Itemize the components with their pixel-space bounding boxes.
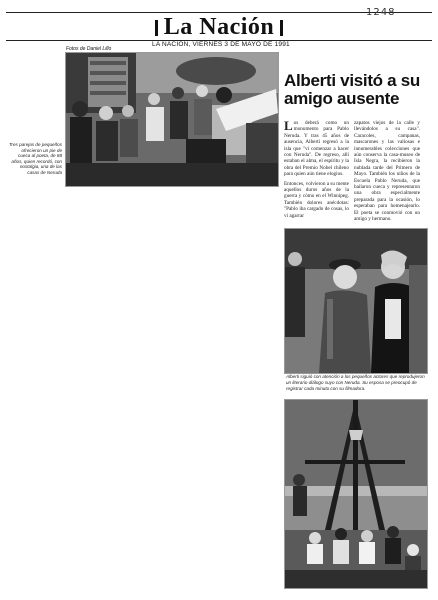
side-photo-caption: Tres parejas de pequeños ofrecieron un pie de cueca al poeta, de 88 años, quien recordó, con nostalgia, una de las casas de Neruda xyxy=(8,142,62,175)
article-column-2: zapatos viejos de la calle y llevándolos a su casa". Caracoles, campanas, mascarones y las valiosas e innumerables colecciones que aún conserva la casa-museo de Isla Negra, la recibieron la nublada tarde del Primero de Mayo. También los niños de la Escuela Pablo Neruda, que bailaron cueca y representaron una obra especialmente preparada para la ocasión, lo esperaban para homenajearlo. El poeta se conmovió con un amigo y hermano. xyxy=(354,120,420,223)
newspaper-title: La Nación xyxy=(163,14,275,40)
article-col1-text: os deberá como un monumento para Pablo Neruda. Y tras 45 años de ausencia, Alberti regresó a la isla que "vi comenzar a hacer con Neruda". De regreso, allí estaban el alma, el espíritu y la obra del Premio Nobel chileno para quien aún tiene elogios. xyxy=(284,120,349,178)
middle-photo-caption: Alberti siguió con atención a los pequeños actores que reprodujeron un literario diálogo suyo con Neruda. Su esposa se preocupó de registrar cada minuto con su filmadora. xyxy=(286,374,425,391)
drop-cap: L xyxy=(284,120,293,133)
handwritten-number: 1248 xyxy=(366,7,396,18)
photo-children-image xyxy=(285,400,427,588)
photo-credit: Fotos de Daniel Lillo xyxy=(66,46,112,52)
photo-alberti-image xyxy=(285,229,427,373)
photo-children xyxy=(284,399,428,589)
masthead-bar-right xyxy=(280,20,283,36)
photo-alberti xyxy=(284,228,428,374)
article-headline: Alberti visitó a su amigo ausente xyxy=(284,71,421,108)
dateline: LA NACION, VIERNES 3 DE MAYO DE 1991 xyxy=(152,41,290,48)
photo-audience-image xyxy=(66,53,278,186)
article-col1b-text: Entonces, volvieron a su mente aquellos duros años de la guerra y cómo en el Winnipeg. También dolores anécdotas: "Pablo iba cargado de cosas, lo vi agarrar xyxy=(284,180,349,219)
masthead-bar-left xyxy=(155,20,158,36)
photo-audience xyxy=(65,52,279,187)
masthead xyxy=(0,14,438,41)
article-column-1 xyxy=(284,120,349,225)
